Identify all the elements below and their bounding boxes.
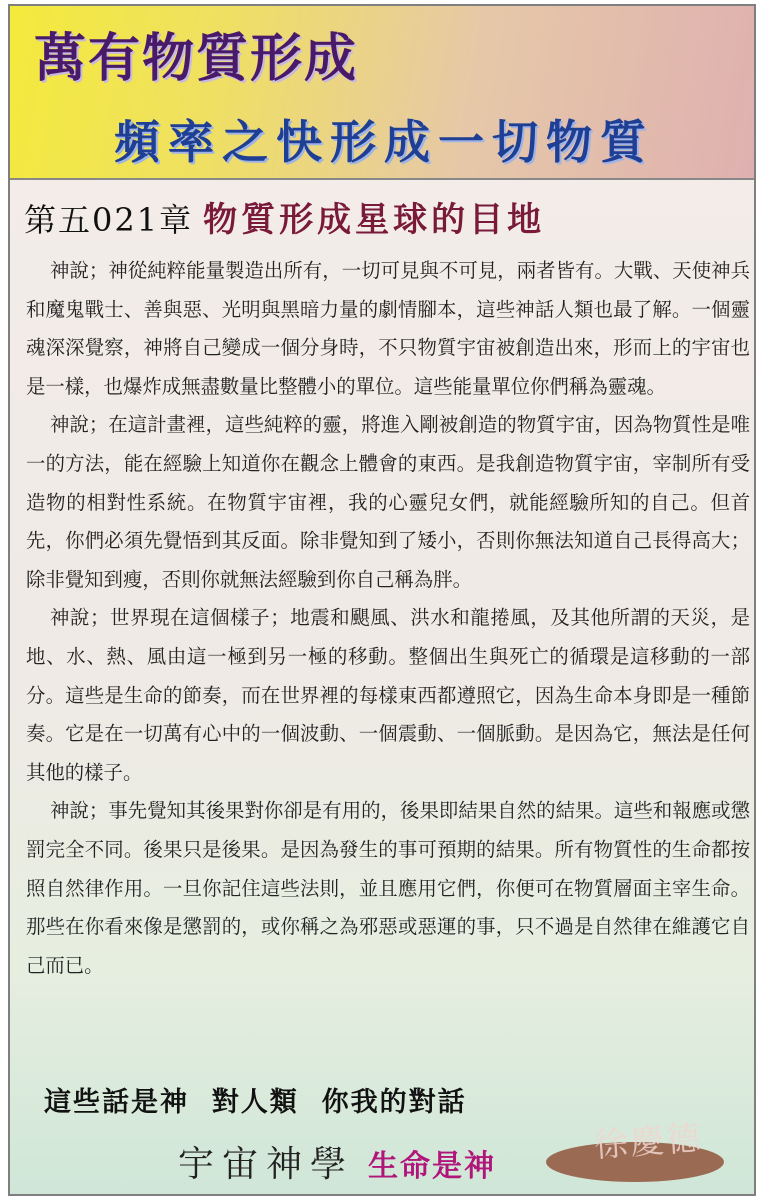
article-body [10,180,754,1196]
chapter-heading [24,192,545,241]
chapter-title: 物質形成星球的目地 [203,200,546,240]
cosmic-theology-label: 宇宙神學 [178,1144,355,1185]
paragraph-1: 神說；神從純粹能量製造出所有，一切可見與不可見，兩者皆有。大戰、天使神兵和魔鬼戰士、善與惡、光明與黑暗力量的劇情腳本，這些神話人類也最了解。一個靈魂深深覺察，神將自己變成一個分身時，不只物質宇宙被創造出來，形而上的宇宙也是一樣，也爆炸成無盡數量比整體小的單位。這些能量單位你們稱為靈魂。 [26,259,750,398]
header-banner [10,6,754,180]
chapter-number: 第五021章 [24,201,194,239]
footer-signature-line [178,1136,496,1187]
sub-title: 頻率之快形成一切物質 [114,115,654,169]
paragraph-4: 神說；事先覺知其後果對你卻是有用的，後果即結果自然的結果。這些和報應或懲罰完全不同。後果只是後果。是因為發生的事可預期的結果。所有物質性的生命都按照自然律作用。一旦你記住這些法則，並且應用它們，你便可在物質層面主宰生命。那些在你看來像是懲罰的，或你稱之為邪惡或惡運的事，只不過是自然律在維護它自己而已。 [26,799,750,977]
dialogue-caption: 這些話是神 對人類 你我的對話 [44,1087,467,1118]
author-seal [544,1118,726,1190]
paragraph-3: 神說；世界現在這個樣子；地震和颶風、洪水和龍捲風，及其他所謂的天災，是地、水、熱、風由這一極到另一極的移動。整個出生與死亡的循環是這移動的一部分。這些是生命的節奏，而在世界裡的每樣東西都遵照它，因為生命本身即是一種節奏。它是在一切萬有心中的一個波動、一個震動、一個脈動。是因為它，無法是任何其他的樣子。 [26,606,750,784]
life-is-god-label: 生命是神 [368,1149,497,1184]
article-frame [8,4,756,1196]
article-text [26,252,750,985]
paragraph-2: 神說；在這計畫裡，這些純粹的靈，將進入剛被創造的物質宇宙，因為物質性是唯一的方法，能在經驗上知道你在觀念上體會的東西。是我創造物質宇宙，宰制所有受造物的相對性系統。在物質宇宙裡，我的心靈兒女們，就能經驗所知的自己。但首先，你們必須先覺悟到其反面。除非覺知到了矮小，否則你無法知道自己長得高大；除非覺知到瘦，否則你就無法經驗到你自己稱為胖。 [26,413,750,591]
main-title: 萬有物質形成 [34,28,359,89]
author-signature: 徐慶德 [592,1118,704,1166]
